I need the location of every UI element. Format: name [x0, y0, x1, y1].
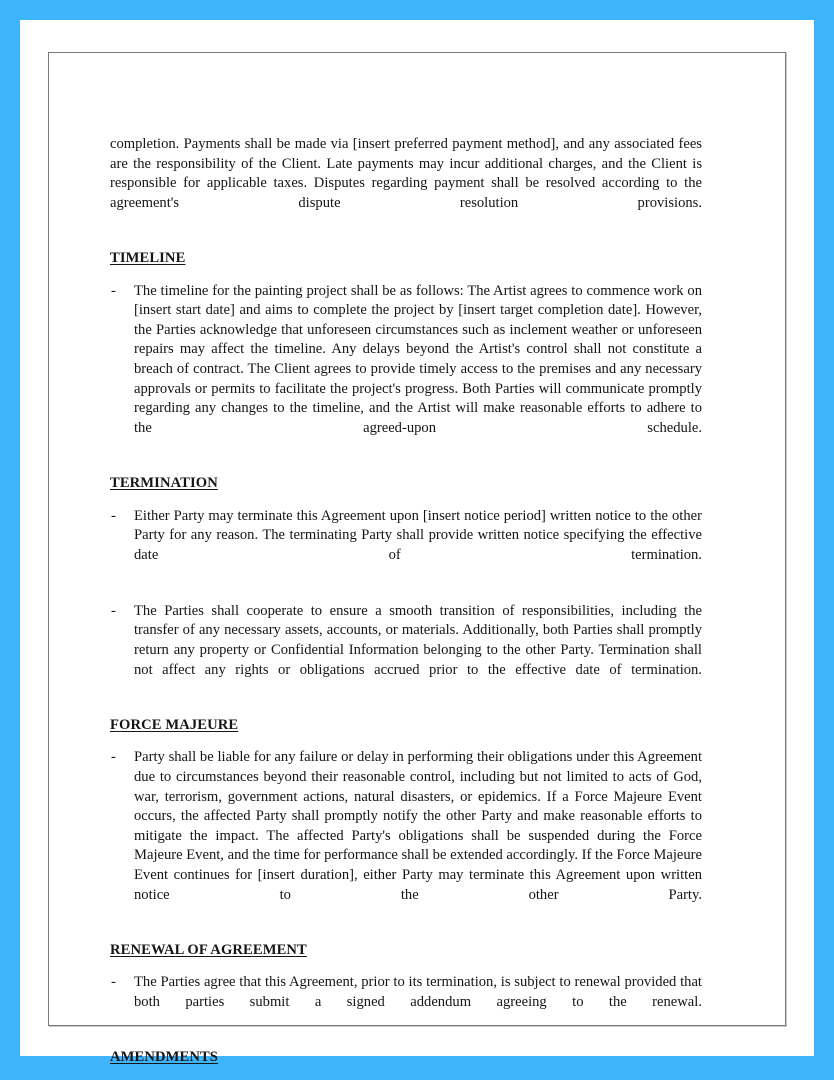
force-majeure-bullet-1-text: Party shall be liable for any failure or delay in performing their obligations under this Agreement due to circumstances beyond their reasonable control, including but not limited to acts of God, war, terrorism, government actions, natural disasters, or epidemics. If a Force Majeure Event occurs, the affected Party shall promptly notify the other Party and make reasonable efforts to mitigate the impact. The affected Party's obligations shall be suspended during the Force Majeure Event, and the time for performance shall be extended accordingly. If the Force Majeure Event continues for [insert duration], either Party may terminate this Agreement upon written notice to the other Party.	[134, 749, 702, 903]
timeline-bullet-1-text: The timeline for the painting project shall be as follows: The Artist agrees to commence work on [insert start date] and aims to complete the project by [insert target completion date]. However, the Parties acknowledge that unforeseen circumstances such as inclement weather or unforeseen repairs may affect the timeline. Any delays beyond the Artist's control shall not constitute a breach of contract. The Client agrees to provide timely access to the premises and any necessary approvals or permits to facilitate the project's progress. Both Parties will communicate promptly regarding any changes to the timeline, and the Artist will make reasonable efforts to adhere to the agreed-upon schedule.	[134, 282, 702, 436]
renewal-bullet-1-text: The Parties agree that this Agreement, prior to its termination, is subject to renewal provided that both parties submit a signed addendum agreeing to the renewal.	[134, 974, 702, 1010]
heading-amendments: AMENDMENTS	[110, 1049, 219, 1066]
heading-renewal-of-agreement: RENEWAL OF AGREEMENT	[110, 941, 307, 958]
heading-renewal-of-agreement-block	[110, 941, 702, 961]
dash-bullet-marker: -	[111, 974, 116, 991]
heading-amendments-block	[110, 1048, 702, 1068]
heading-termination-block	[110, 474, 702, 494]
document-body	[110, 135, 702, 1081]
force-majeure-bullet-1	[110, 748, 702, 924]
dash-bullet-marker: -	[111, 602, 116, 619]
heading-force-majeure: FORCE MAJEURE	[110, 716, 239, 733]
dash-bullet-marker: -	[111, 749, 116, 766]
dash-bullet-marker: -	[111, 282, 116, 299]
termination-bullet-1	[110, 507, 702, 585]
heading-termination: TERMINATION	[110, 474, 218, 491]
termination-bullet-1-text: Either Party may terminate this Agreement upon [insert notice period] written notice to the other Party for any reason. The terminating Party shall provide written notice specifying the effective date of termination.	[134, 507, 702, 563]
termination-bullet-2-text: The Parties shall cooperate to ensure a smooth transition of responsibilities, including the transfer of any necessary assets, accounts, or materials. Additionally, both Parties shall promptly return any property or Confidential Information belonging to the other Party. Termination shall not affect any rights or obligations accrued prior to the effective date of termination.	[134, 602, 702, 678]
dash-bullet-marker: -	[111, 507, 116, 524]
page-text-frame	[48, 52, 786, 1066]
heading-timeline-block	[110, 249, 702, 269]
renewal-bullet-1	[110, 973, 702, 1032]
termination-bullet-2	[110, 602, 702, 700]
page-sheet	[20, 20, 814, 1066]
heading-timeline: TIMELINE	[110, 249, 186, 266]
payment-continuation-paragraph: completion. Payments shall be made via [insert preferred payment method], and any associated fees are the responsibility of the Client. Late payments may incur additional charges, and the Client is responsible for applicable taxes. Disputes regarding payment shall be resolved according to the agreement's dispute resolution provisions.	[110, 136, 702, 211]
heading-force-majeure-block	[110, 716, 702, 736]
timeline-bullet-1	[110, 282, 702, 458]
